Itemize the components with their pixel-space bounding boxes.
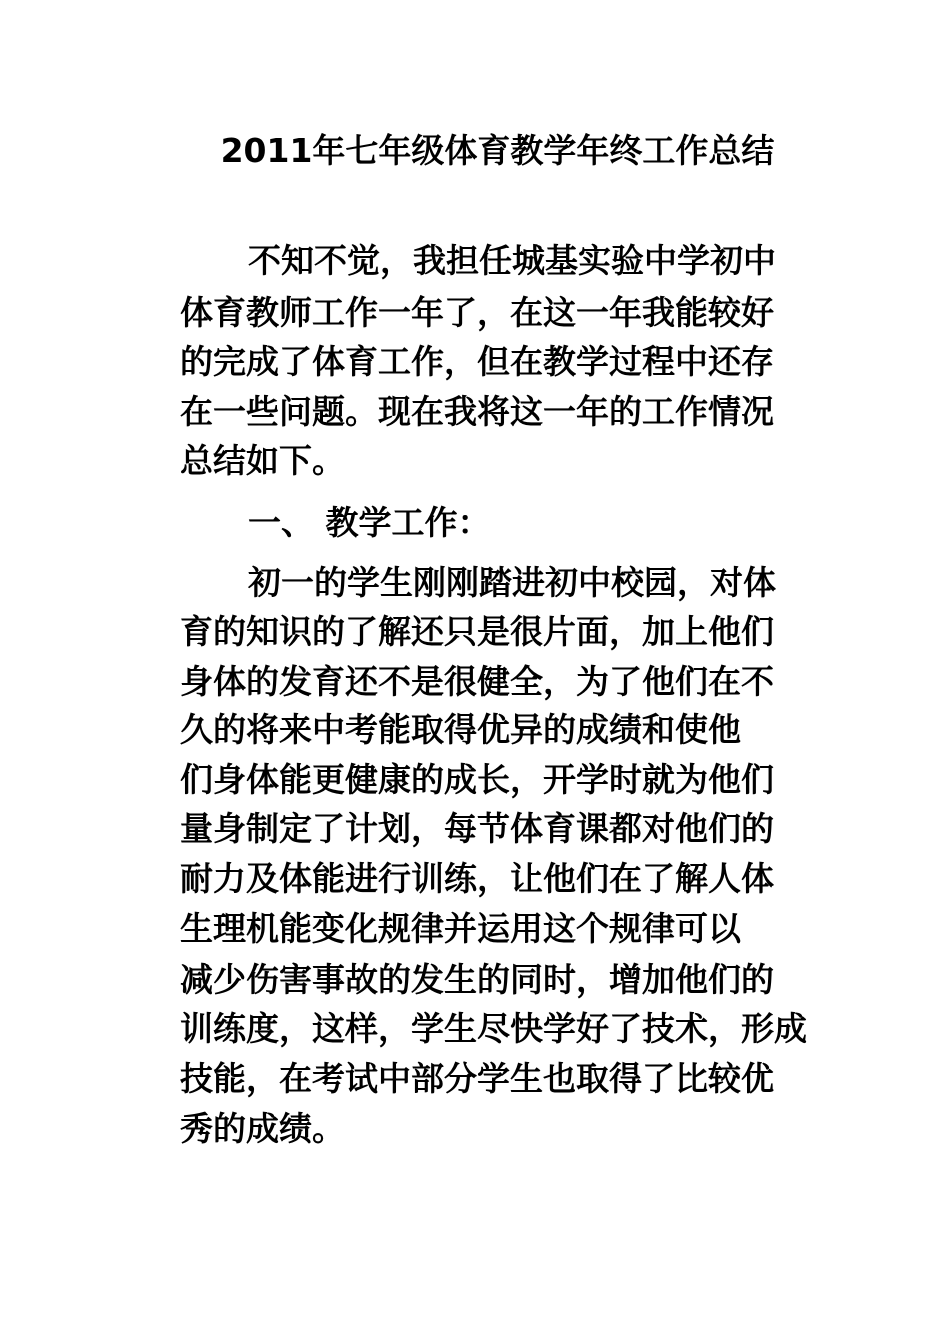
paragraph-line: 久的将来中考能取得优异的成绩和使他 — [180, 710, 741, 749]
paragraph-line: 生理机能变化规律并运用这个规律可以 — [180, 909, 741, 948]
paragraph-line: 秀的成绩。 — [180, 1109, 345, 1148]
paragraph-line: 技能，在考试中部分学生也取得了比较优 — [180, 1059, 774, 1098]
paragraph-line: 初一的学生刚刚踏进初中校园，对体 — [248, 563, 776, 602]
paragraph-line: 总结如下。 — [180, 441, 345, 480]
paragraph-line: 育的知识的了解还只是很片面，加上他们 — [180, 612, 774, 651]
paragraph-line: 耐力及体能进行训练，让他们在了解人体 — [180, 859, 774, 898]
paragraph-line: 减少伤害事故的发生的同时，增加他们的 — [180, 960, 774, 999]
paragraph-line: 体育教师工作一年了，在这一年我能较好 — [180, 293, 774, 332]
paragraph-line: 身体的发育还不是很健全，为了他们在不 — [180, 662, 774, 701]
section-heading: 一、 教学工作： — [248, 503, 491, 542]
document-title: 2011年七年级体育教学年终工作总结 — [220, 131, 775, 170]
paragraph-line: 量身制定了计划，每节体育课都对他们的 — [180, 809, 774, 848]
paragraph-line: 训练度，这样，学生尽快学好了技术，形成 — [180, 1009, 807, 1048]
paragraph-line: 不知不觉，我担任城基实验中学初中 — [248, 241, 776, 280]
paragraph-line: 们身体能更健康的成长，开学时就为他们 — [180, 760, 774, 799]
paragraph-line: 的完成了体育工作，但在教学过程中还存 — [180, 342, 774, 381]
paragraph-line: 在一些问题。现在我将这一年的工作情况 — [180, 392, 774, 431]
